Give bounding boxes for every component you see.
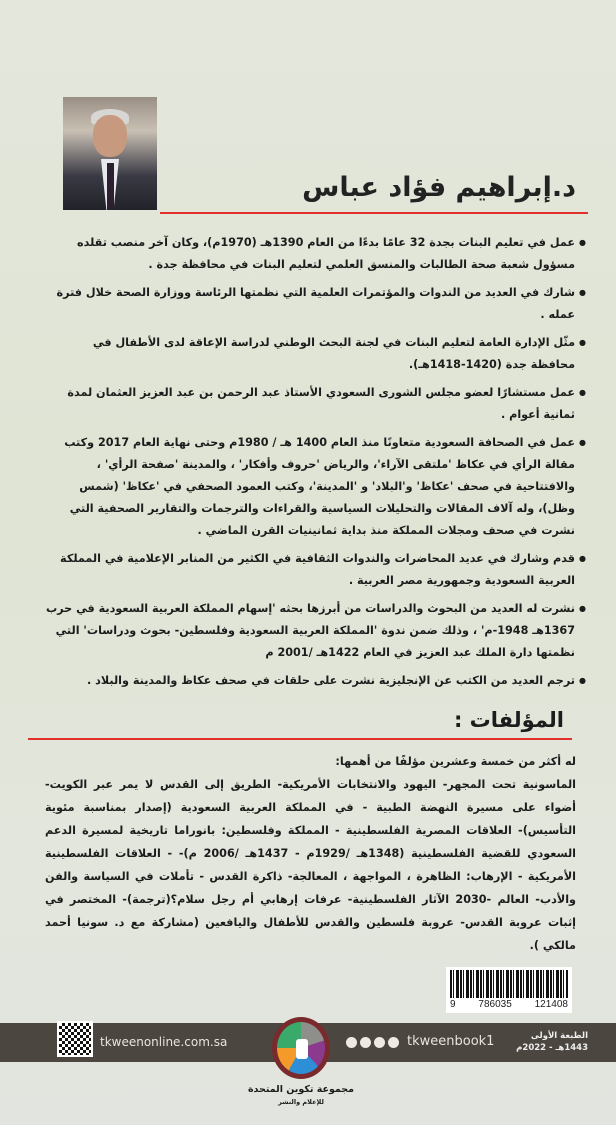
twitter-icon[interactable] [388,1037,399,1048]
bio-item: ● قدم وشارك في عديد المحاضرات والندوات الثقافية في الكثير من المنابر الإعلامية في المملكة العربية السعودية وجمهورية مصر العربية . [45,548,586,592]
works-text [45,750,576,957]
barcode-left: 786035 [478,999,512,1010]
works-intro: له أكثر من خمسة وعشرين مؤلفًا من أهمها: [335,755,576,768]
bio-item: ● عمل في تعليم البنات بجدة 32 عامًا بدءًا من العام 1390هـ (1970م)، وكان آخر منصب تقلده مسؤول شعبة صحة الطالبات والمنسق العلمي لتعليم البنات في محافظة جدة . [45,232,586,276]
social-handle: tkweenbook1 [407,1034,495,1049]
author-name: د.إبراهيم فؤاد عباس [302,172,576,203]
footer [0,1017,616,1125]
isbn-barcode [446,967,572,1013]
publisher-name [241,1083,361,1107]
divider [28,738,572,740]
works-heading: المؤلفات : [453,708,564,732]
bio-item: ● ترجم العديد من الكتب عن الإنجليزية نشرت على حلقات في صحف عكاظ والمدينة والبلاد . [45,670,586,692]
barcode-right: 121408 [534,999,568,1010]
instagram-icon[interactable] [360,1037,371,1048]
publisher-subtitle: للإعلام والنشر [278,1098,324,1106]
bio-item: ● مثّل الإدارة العامة لتعليم البنات في لجنة البحث الوطني لدراسة الإعاقة لدى الأطفال في محافظة جدة (1420-1418هـ). [45,332,586,376]
edition-info [516,1030,588,1054]
social-links [346,1034,494,1050]
barcode-prefix: 9 [450,999,456,1010]
bio-item: ● شارك في العديد من الندوات والمؤتمرات العلمية التي نظمتها الرئاسة ووزارة الصحة خلال فترة عمله . [45,282,586,326]
qr-code[interactable] [57,1021,93,1057]
edition-label: الطبعة الأولى [530,1031,588,1041]
bio-item: ● عمل مستشارًا لعضو مجلس الشورى السعودي الأستاذ عبد الرحمن بن عبد العزيز العثمان لمدة ثمانية أعوام . [45,382,586,426]
edition-date: 1443هـ - 2022م [516,1043,588,1053]
bio-item: ● نشرت له العديد من البحوث والدراسات من أبرزها بحثه 'إسهام المملكة العربية السعودية في حرب 1367هـ 1948-م' ، وذلك ضمن ندوة 'المملكة العربية السعودية وفلسطين- بحوث ودراسات' التي نظمتها دارة الملك عبد العزيز في العام 1422هـ /2001 م [45,598,586,664]
bio-list [45,232,586,692]
works-list: الماسونية تحت المجهر- اليهود والانتخابات الأمريكية- الطريق إلى القدس لا يمر عبر الكويت- أضواء على مسيرة النهضة الطبية - في المملكة العربية السعودية (إصدار بمناسبة مئوية التأسيس)- العلاقات المصرية الفلسطينية - المملكة وفلسطين: بانوراما تاريخية لمسيرة الدعم السعودي للقضية الفلسطينية (1348هـ /1929م - 1437هـ /2006 م)- - العلاقات الفلسطينية الأمريكية - الإرهاب: الظاهرة ، المواجهة ، المعالجة- ذاكرة القدس - تأملات في السياسة والفن والأدب- العالم -2030 الآثار الفلسطينية- عرفات إرهابي أم رجل سلام؟(ترجمة)- المختصر في إثبات عروبة القدس- عروبة فلسطين والقدس للأطفال واليافعين (مشاركة مع د. سونيا أحمد مالكي ). [45,778,576,952]
bio-item: ● عمل في الصحافة السعودية متعاونًا منذ العام 1400 هـ / 1980م وحتى نهاية العام 2017 وكتب مقالة الرأي في عكاظ 'ملتقى الآراء'، والرياض 'حروف وأفكار' ، والمدينة 'صفحة الرأي' ، والافتتاحية في صحف 'عكاظ' و'البلاد' و 'المدينة'، وكتب العمود الصحفي في 'عكاظ' (شمس وظل)، وله آلاف المقالات والتحليلات السياسية والقراءات والترجمات والتقارير الصحفية التي نشرت في صحف ومجلات المملكة منذ بداية ثمانينيات القرن الماضي . [45,432,586,542]
publisher-title: مجموعة تكوين المتحدة [247,1084,355,1095]
whatsapp-icon[interactable] [346,1037,357,1048]
facebook-icon[interactable] [374,1037,385,1048]
publisher-logo [272,1017,330,1079]
website-link[interactable]: tkweenonline.com.sa [100,1035,228,1049]
